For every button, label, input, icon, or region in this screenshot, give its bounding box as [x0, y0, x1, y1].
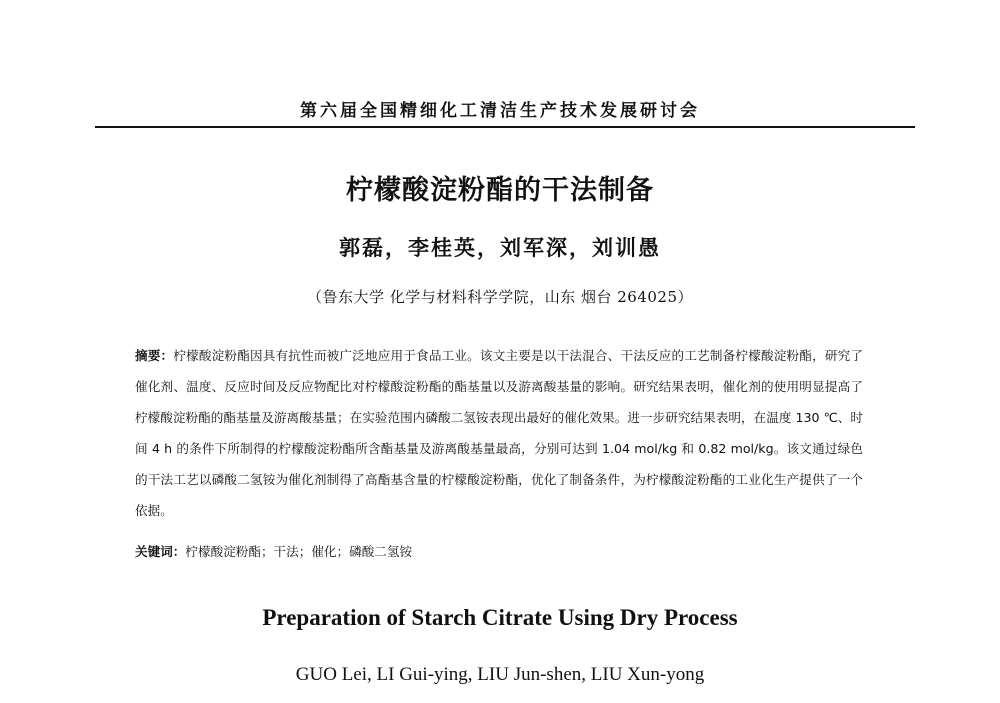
paper-title-en: Preparation of Starch Citrate Using Dry Process	[262, 605, 738, 630]
authors-cn: 郭磊，李桂英，刘军深，刘训愚	[339, 235, 661, 260]
affiliation-cn: （鲁东大学 化学与材料科学学院，山东 烟台 264025）	[306, 288, 694, 306]
keywords-line	[135, 536, 863, 567]
abstract-label: 摘要：	[135, 348, 174, 363]
authors-en: GUO Lei, LI Gui-ying, LIU Jun-shen, LIU Xun-yong	[295, 664, 705, 685]
conference-header: 第六届全国精细化工清洁生产技术发展研讨会	[300, 101, 700, 121]
abstract-paragraph	[135, 340, 863, 526]
abstract-text: 柠檬酸淀粉酯因具有抗性而被广泛地应用于食品工业。该文主要是以干法混合、干法反应的工艺制备柠檬酸淀粉酯，研究了催化剂、温度、反应时间及反应物配比对柠檬酸淀粉酯的酯基量以及游离酸基量的影响。研究结果表明，催化剂的使用明显提高了柠檬酸淀粉酯的酯基量及游离酸基量；在实验范围内磷酸二氢铵表现出最好的催化效果。进一步研究结果表明，在温度 130 ℃、时间 4 h 的条件下所制得的柠檬酸淀粉酯所含酯基量及游离酸基量最高，分别可达到 1.04 mol/kg 和 0.82 mol/kg。该文通过绿色的干法工艺以磷酸二氢铵为催化剂制得了高酯基含量的柠檬酸淀粉酯，优化了制备条件，为柠檬酸淀粉酯的工业化生产提供了一个依据。	[135, 348, 864, 518]
header-rule	[95, 126, 915, 128]
keywords-text: 柠檬酸淀粉酯；干法；催化；磷酸二氢铵	[185, 544, 413, 559]
paper-title-cn: 柠檬酸淀粉酯的干法制备	[346, 175, 654, 206]
keywords-label: 关键词：	[135, 544, 186, 559]
